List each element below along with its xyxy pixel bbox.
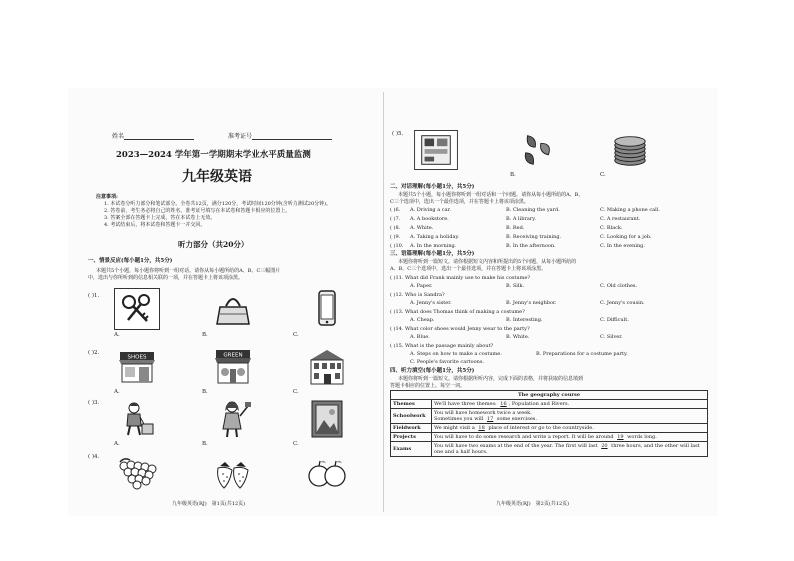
q11-option-a: A. Paper. <box>410 283 433 289</box>
q6-option-a: A. Driving a car. <box>410 207 452 213</box>
q6-option-c: C. Making a phone call. <box>600 207 660 213</box>
strawberries-icon <box>210 452 256 494</box>
section2-desc-1: 本题共5个小题，每小题你将听到一组对话和一个问题。请你从每小题所给的A、B、 <box>398 192 584 198</box>
q1-option-a: A. <box>114 332 120 338</box>
q3-number: ( )3. <box>88 400 100 406</box>
q2-option-a: A. <box>114 389 120 395</box>
q13-option-b: B. Interesting. <box>506 317 543 323</box>
row-label-schoolwork: Schoolwork <box>391 409 432 424</box>
q15-option-b: B. Preparations for a costume party. <box>536 351 628 357</box>
geography-table <box>390 390 708 457</box>
q8-number: ( )8. <box>390 225 401 231</box>
boy-toy-icon <box>114 398 160 440</box>
notice-4: 4. 考试结束后，将本试卷和答题卡一并交回。 <box>104 222 206 228</box>
phone-icon <box>304 288 350 330</box>
q15-question: ( )15. What is the passage mainly about? <box>390 343 494 349</box>
q1-option-c: C. <box>293 332 299 338</box>
section1-title: 一、情景反应(每小题1分，共5分) <box>88 258 173 264</box>
q14-option-b: B. White. <box>506 334 530 340</box>
row-label-themes: Themes <box>391 400 432 409</box>
row-content-exams: You will have two exams at the end of the year. The first will last 20 three hours, and the other will last one and a half hours. <box>432 442 708 457</box>
blank-16[interactable]: 16 <box>500 401 507 407</box>
name-field <box>112 133 194 140</box>
section4-desc-1: 本题你将听到一篇短文。请你根据所听内容，完成下面的表格，并将获取的信息填到 <box>398 376 584 382</box>
row-label-exams: Exams <box>391 442 432 457</box>
section4-desc-2: 答题卡相应的位置上。每空一词。 <box>390 383 466 389</box>
row-content-projects: You will have to do some research and write a report. It will be around 19 words long. <box>432 433 708 442</box>
q14-question: ( )14. What color shoes would Jenny wear to the party? <box>390 326 530 332</box>
q9-option-b: B. Receiving training. <box>506 234 562 240</box>
section2-title: 二、对话理解(每小题1分，共5分) <box>390 184 475 190</box>
q13-option-c: C. Difficult. <box>600 317 629 323</box>
q2-number: ( )2. <box>88 350 100 356</box>
row-content-themes: We'll have three themes: 16 , Population and Rivers. <box>432 400 708 409</box>
name-label: 姓名 <box>112 133 125 140</box>
q5-option-b: B. <box>510 172 516 178</box>
q10-option-c: C. In the evening. <box>600 243 645 249</box>
q15-option-c: C. People's favorite cartoons. <box>410 359 485 365</box>
table-row <box>391 442 708 457</box>
q9-number: ( )9. <box>390 234 401 240</box>
photo-frame-icon <box>304 398 350 440</box>
q8-option-a: A. White. <box>410 225 434 231</box>
notice-1: 1. 本试卷分听力部分和笔试部分。全卷共12页，满分120分，考试时间120分钟(含听力测试20分钟)。 <box>104 201 332 207</box>
q4-number: ( )4. <box>88 454 100 460</box>
row-label-projects: Projects <box>391 433 432 442</box>
exam-no-label: 准考证号 <box>228 133 253 140</box>
q12-option-a: A. Jenny's sister. <box>410 300 452 306</box>
subject-title: 九年级英语 <box>182 169 252 185</box>
q15-option-a: A. Steps on how to make a costume. <box>410 351 502 357</box>
q7-option-b: B. A library. <box>506 216 536 222</box>
section4-title: 四、听力填空(每小题1分，共5分) <box>390 368 475 374</box>
q1-number: ( )1. <box>88 293 100 299</box>
q7-option-c: C. A restaurant. <box>600 216 641 222</box>
blank-19[interactable]: 19 <box>617 434 624 440</box>
shoe-shop-icon <box>114 346 160 388</box>
q3-option-c: C. <box>293 441 299 447</box>
left-page <box>68 88 383 516</box>
listening-title: 听力部分（共20分） <box>178 240 249 249</box>
section2-desc-2: C三个选项中，选出一个最佳选项，并在答题卡上将该项涂黑。 <box>390 199 529 205</box>
exam-no-blank <box>252 133 332 140</box>
q5-option-c: C. <box>600 172 606 178</box>
q12-option-c: C. Jenny's cousin. <box>600 300 645 306</box>
right-footer: 九年级英语(RJ) 第2页(共12页) <box>496 501 570 507</box>
q8-option-c: C. Black. <box>600 225 623 231</box>
q11-option-c: C. Old clothes. <box>600 283 638 289</box>
keys-icon <box>114 288 160 330</box>
section1-desc-1: 本题共5个小题，每小题你将听到一组对话。请你从每小题所给的A、B、C三幅图片 <box>96 268 281 274</box>
q9-option-c: C. Looking for a job. <box>600 234 652 240</box>
svg-text:SHOES: SHOES <box>127 354 147 361</box>
handbag-icon <box>210 288 256 330</box>
table-title: The geography course <box>391 391 708 400</box>
q2-option-c: C. <box>293 389 299 395</box>
blank-17[interactable]: 17 <box>486 416 494 422</box>
building-icon <box>304 346 350 388</box>
q11-question: ( )11. What did Frank mainly use to make his costume? <box>390 275 531 281</box>
q2-option-b: B. <box>202 389 208 395</box>
q8-option-b: B. Red. <box>506 225 525 231</box>
table-row <box>391 424 708 433</box>
notice-2: 2. 答卷前，考生务必将自己的姓名、准考证号填写在本试卷和答题卡相应的位置上。 <box>104 208 291 214</box>
table-row <box>391 400 708 409</box>
row-content-schoolwork: You will have homework twice a week. Sometimes you will 17 some exercises. <box>432 409 708 424</box>
dashboard-icon <box>414 130 458 170</box>
row-label-fieldwork: Fieldwork <box>391 424 432 433</box>
q3-option-b: B. <box>202 441 208 447</box>
row-content-fieldwork: We might visit a 18 place of interest or go to the countryside. <box>432 424 708 433</box>
coins-icon <box>608 130 652 170</box>
blank-20[interactable]: 20 <box>601 443 608 449</box>
table-row <box>391 433 708 442</box>
q10-number: ( )10. <box>390 243 404 249</box>
q7-option-a: A. A bookstore. <box>410 216 449 222</box>
table-row <box>391 409 708 424</box>
apples-icon <box>304 452 350 494</box>
q12-question: ( )12. Who is Sandra? <box>390 292 445 298</box>
q9-option-a: A. Taking a holiday. <box>410 234 460 240</box>
q13-question: ( )13. What does Thomas think of making a costume? <box>390 309 525 315</box>
girl-cleaning-icon <box>210 398 256 440</box>
q14-option-c: C. Silver. <box>600 334 623 340</box>
q1-option-b: B. <box>202 332 208 338</box>
q14-option-a: A. Blue. <box>410 334 430 340</box>
svg-text:GREEN: GREEN <box>223 352 243 359</box>
q13-option-a: A. Cheap. <box>410 317 435 323</box>
grapes-icon <box>114 452 160 494</box>
q11-option-b: B. Silk. <box>506 283 525 289</box>
right-page <box>386 88 716 516</box>
q3-option-a: A. <box>114 441 120 447</box>
q6-option-b: B. Cleaning the yard. <box>506 207 560 213</box>
section3-title: 三、语篇理解(每小题1分，共5分) <box>390 251 475 257</box>
q5-number: ( )5. <box>392 131 404 137</box>
q10-option-b: B. In the afternoon. <box>506 243 556 249</box>
header-title: 2023—2024 学年第一学期期末学业水平质量监测 <box>116 150 311 160</box>
exam-sheet <box>68 88 718 516</box>
q12-option-b: B. Jenny's neighbor. <box>506 300 557 306</box>
q7-number: ( )7. <box>390 216 401 222</box>
section3-desc-2: A、B、C三个选项中，选出一个最佳选项，并在答题卡上将该项涂黑。 <box>390 266 547 272</box>
section1-desc-2: 中，选出与你所听到的信息相关联的一项，并在答题卡上将该项涂黑。 <box>88 275 244 281</box>
left-footer: 九年级英语(RJ) 第1页(共12页) <box>172 501 246 507</box>
notice-3: 3. 答案全部在答题卡上完成，答在本试卷上无效。 <box>104 215 216 221</box>
blank-18[interactable]: 18 <box>478 425 485 431</box>
notice-title: 注意事项: <box>96 194 118 200</box>
page-fold-divider <box>383 92 384 512</box>
q6-number: ( )6. <box>390 207 401 213</box>
exam-no-field <box>228 133 332 140</box>
q10-option-a: A. In the morning. <box>410 243 457 249</box>
leaves-icon <box>516 130 560 170</box>
name-blank <box>124 133 194 140</box>
section3-desc-1: 本题你将听到一篇短文。请你根据短文内容和所提出的5个问题，从每小题所给的 <box>398 259 577 265</box>
green-shop-icon <box>210 346 256 388</box>
